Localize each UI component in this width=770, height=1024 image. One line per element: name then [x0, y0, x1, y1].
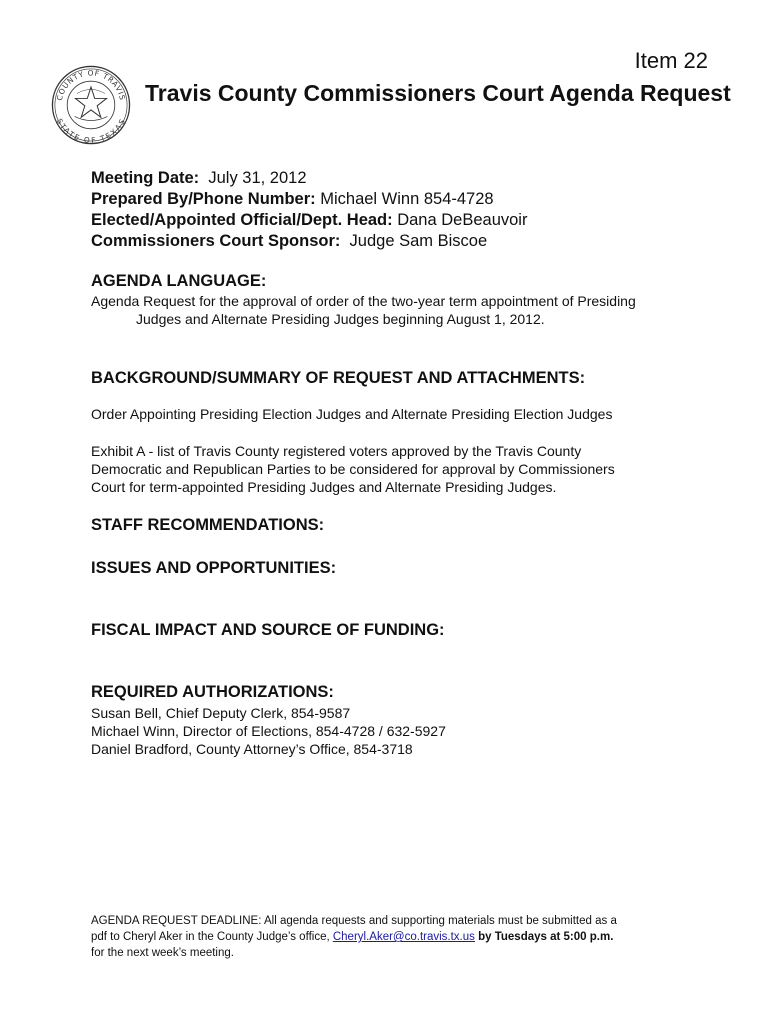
prepared-by-value: Michael Winn 854-4728 [320, 190, 494, 208]
background-exhibit-line: Court for term-appointed Presiding Judges and Alternate Presiding Judges. [91, 479, 557, 495]
sponsor-row [91, 231, 527, 252]
authorization-contacts [91, 704, 691, 758]
required-authorizations-heading: REQUIRED AUTHORIZATIONS: [91, 683, 334, 701]
meeting-date-row [91, 168, 527, 189]
official-row [91, 210, 527, 231]
deadline-line-2 [91, 929, 691, 945]
background-exhibit-paragraph [91, 442, 691, 496]
staff-recommendations-heading: STAFF RECOMMENDATIONS: [91, 516, 325, 534]
meeting-date-value: July 31, 2012 [208, 169, 307, 187]
prepared-by-label: Prepared By/Phone Number: [91, 190, 316, 208]
background-order-line: Order Appointing Presiding Election Judges and Alternate Presiding Election Judges [91, 406, 613, 422]
background-exhibit-line: Democratic and Republican Parties to be considered for approval by Commissioners [91, 461, 615, 477]
deadline-notice [91, 913, 691, 961]
fiscal-impact-heading: FISCAL IMPACT AND SOURCE OF FUNDING: [91, 621, 445, 639]
deadline-time: by Tuesdays at 5:00 p.m. [474, 931, 614, 943]
sponsor-label: Commissioners Court Sponsor: [91, 232, 341, 250]
contact-line: Daniel Bradford, County Attorney’s Office, 854-3718 [91, 741, 413, 757]
deadline-text: pdf to Cheryl Aker in the County Judge’s office, [91, 931, 333, 943]
background-heading: BACKGROUND/SUMMARY OF REQUEST AND ATTACHMENTS: [91, 369, 586, 387]
background-exhibit-line: Exhibit A - list of Travis County registered voters approved by the Travis County [91, 443, 582, 459]
seal-bottom-text: STATE OF TEXAS [54, 117, 128, 145]
deadline-line: for the next week’s meeting. [91, 947, 234, 959]
deadline-line: AGENDA REQUEST DEADLINE: All agenda requests and supporting materials must be submitted as a [91, 915, 617, 927]
prepared-by-row [91, 189, 527, 210]
cheryl-aker-email-link[interactable]: Cheryl.Aker@co.travis.tx.us [332, 931, 475, 943]
sponsor-value: Judge Sam Biscoe [349, 232, 488, 250]
agenda-language-heading: AGENDA LANGUAGE: [91, 272, 267, 290]
contact-line: Michael Winn, Director of Elections, 854-4728 / 632-5927 [91, 723, 446, 739]
contact-line: Susan Bell, Chief Deputy Clerk, 854-9587 [91, 705, 351, 721]
agenda-language-line: Agenda Request for the approval of order of the two-year term appointment of Presiding [91, 293, 636, 309]
svg-text:STATE OF TEXAS [55, 117, 128, 145]
agenda-language-line: Judges and Alternate Presiding Judges beginning August 1, 2012. [136, 311, 545, 327]
travis-county-seal-icon [50, 64, 132, 146]
page-title: Travis County Commissioners Court Agenda Request [145, 80, 731, 106]
seal-top-text: COUNTY OF TRAVIS [54, 68, 128, 102]
item-number: Item 22 [634, 48, 708, 73]
agenda-language-text [91, 292, 691, 328]
meeting-date-label: Meeting Date: [91, 169, 200, 187]
meeting-info [91, 168, 527, 252]
svg-text:COUNTY OF TRAVIS [55, 68, 127, 101]
issues-opportunities-heading: ISSUES AND OPPORTUNITIES: [91, 559, 337, 577]
official-label: Elected/Appointed Official/Dept. Head: [91, 211, 393, 229]
official-value: Dana DeBeauvoir [397, 211, 528, 229]
